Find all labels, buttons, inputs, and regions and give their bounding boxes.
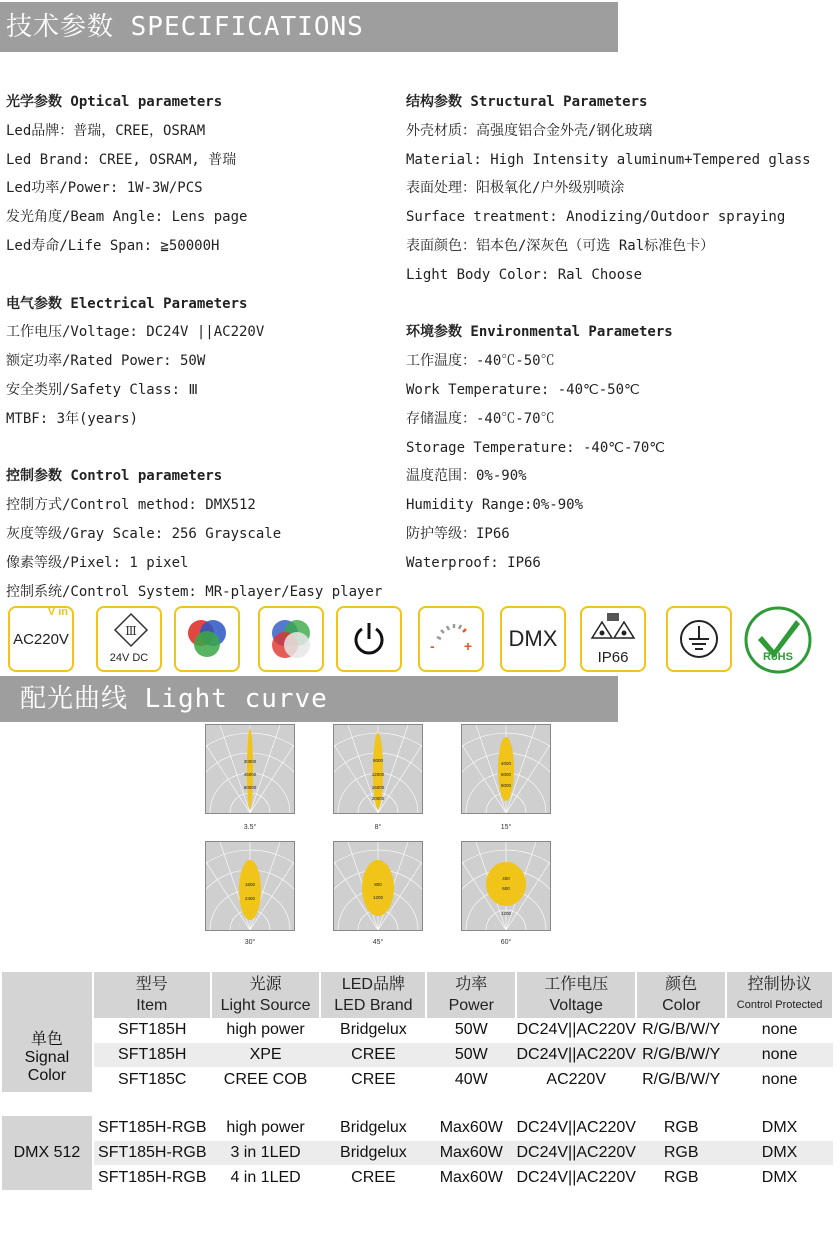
table-row: SFT185H XPE CREE 50W DC24V||AC220V R/G/B/W/Y none — [2, 1043, 833, 1068]
ground-icon — [666, 606, 732, 672]
optical-line: 发光角度/Beam Angle: Lens page — [6, 209, 248, 226]
intensity-label: 1200 — [372, 895, 384, 900]
electrical-line: 工作电压/Voltage: DC24V ||AC220V — [6, 324, 265, 341]
table-header-cell: 光源 Light Source — [211, 972, 321, 1018]
structural-line: Material: High Intensity aluminum+Tempered glass — [406, 151, 811, 168]
light-curve-banner — [0, 676, 618, 722]
electrical-title: 电气参数 Electrical Parameters — [6, 295, 248, 312]
control-line: 灰度等级/Gray Scale: 256 Grayscale — [6, 525, 282, 542]
control-line: 像素等级/Pixel: 1 pixel — [6, 554, 189, 571]
intensity-label: 4000 — [500, 761, 512, 766]
table-row: SFT185H-RGB 3 in 1LED Bridgelux Max60W DC24V||AC220V RGB DMX — [2, 1141, 833, 1166]
rgb-mix-icon — [174, 606, 240, 672]
table-header-row — [2, 972, 833, 1018]
structural-line: Light Body Color: Ral Choose — [406, 266, 643, 283]
intensity-label: 2400 — [244, 896, 256, 901]
product-spec-table — [2, 972, 834, 1190]
group-label-single-color: 单色 Signal Color — [2, 1018, 93, 1092]
environmental-line: Waterproof: IP66 — [406, 554, 541, 571]
curve-angle-label: 45° — [372, 939, 384, 946]
intensity-label: 30000 — [243, 759, 257, 764]
intensity-label: 800 — [374, 882, 382, 887]
feature-icon-row — [8, 606, 838, 672]
curve-angle-label: 8° — [374, 824, 382, 831]
structural-line: Surface treatment: Anodizing/Outdoor spraying — [406, 209, 786, 226]
electrical-line: 安全类别/Safety Class: Ⅲ — [6, 381, 199, 398]
dim-minus: - — [430, 638, 435, 654]
table-header-cell: 工作电压 Voltage — [516, 972, 636, 1018]
light-curve-title: 配光曲线 Light curve — [20, 684, 328, 714]
ip66-icon — [580, 606, 646, 672]
electrical-line: 额定功率/Rated Power: 50W — [6, 353, 206, 370]
environmental-line: 工作温度：-40℃-50℃ — [406, 353, 555, 370]
environmental-title: 环境参数 Environmental Parameters — [406, 324, 673, 341]
environmental-line: 存储温度：-40℃-70℃ — [406, 410, 555, 427]
rgbw-mix-icon — [258, 606, 324, 672]
light-curve-30 — [205, 841, 295, 931]
table-row: SFT185C CREE COB CREE 40W AC220V R/G/B/W/Y none — [118, 1070, 798, 1088]
table-header-cell: 控制协议 Control Protected — [726, 972, 833, 1018]
structural-line: 表面处理：阳极氧化/户外级别喷涂 — [406, 180, 625, 197]
electrical-line: MTBF: 3年(years) — [6, 410, 139, 427]
class3-label: Ⅲ — [125, 624, 137, 638]
curve-angle-label: 30° — [244, 939, 256, 946]
control-title: 控制参数 Control parameters — [6, 468, 223, 485]
light-curve-8 — [333, 724, 423, 814]
structural-line: 表面颜色：铝本色/深灰色（可选 Ral标准色卡） — [406, 237, 715, 254]
table-row: DMX 512 SFT185H-RGB high power Bridgelux Max60W DC24V||AC220V RGB DMX — [2, 1116, 833, 1141]
environmental-line: 温度范围：0%-90% — [406, 468, 527, 485]
light-curve-grid — [205, 724, 555, 954]
dc-label: 24V DC — [109, 652, 149, 664]
table-header-cell: LED品牌 LED Brand — [320, 972, 426, 1018]
environmental-line: 防护等级：IP66 — [406, 525, 510, 542]
intensity-label: 8000 — [372, 758, 384, 763]
light-curve-60 — [461, 841, 551, 931]
intensity-label: 400 — [502, 876, 510, 881]
optical-line: Led品牌：普瑞，CREE，OSRAM — [6, 122, 206, 139]
curve-angle-label: 15° — [500, 824, 512, 831]
ip-label: IP66 — [597, 649, 629, 666]
rohs-label: RoHS — [763, 651, 793, 663]
right-spec-column — [406, 88, 836, 578]
class3-diamond-icon — [111, 612, 151, 652]
light-curve-45 — [333, 841, 423, 931]
table-header-cell — [2, 972, 93, 1018]
optical-line: Led Brand: CREE, OSRAM, 普瑞 — [6, 151, 237, 168]
table-header-cell: 型号 Item — [93, 972, 211, 1018]
ac220v-input-icon — [8, 606, 74, 672]
intensity-label: 1600 — [244, 882, 256, 887]
dimming-icon — [418, 606, 484, 672]
ac-label: AC220V — [13, 630, 69, 648]
intensity-label: 20000 — [371, 796, 385, 801]
intensity-label: 60000 — [243, 785, 257, 790]
structural-title: 结构参数 Structural Parameters — [406, 94, 648, 110]
group-label-dmx512: DMX 512 — [2, 1116, 93, 1190]
table-row: SFT185H-RGB 4 in 1LED CREE Max60W DC24V||AC220V RGB DMX — [98, 1168, 798, 1186]
spec-header-title: 技术参数 SPECIFICATIONS — [6, 12, 364, 42]
control-line: 控制系统/Control System: MR-player/Easy player — [6, 583, 383, 600]
intensity-label: 45000 — [243, 772, 257, 777]
table-header-cell: 颜色 Color — [636, 972, 726, 1018]
environmental-line: Work Temperature: -40℃-50℃ — [406, 381, 640, 398]
ip-warning-symbols — [588, 612, 638, 642]
curve-angle-label: 3.5° — [243, 824, 257, 831]
intensity-label: 6000 — [500, 772, 512, 777]
dim-plus: + — [463, 638, 472, 654]
intensity-label: 16000 — [371, 785, 385, 790]
structural-line: 外壳材质：高强度铝合金外壳/钢化玻璃 — [406, 122, 653, 139]
intensity-label: 1200 — [500, 911, 512, 916]
left-spec-column — [6, 88, 406, 606]
intensity-label: 600 — [502, 886, 510, 891]
vin-label: V in — [47, 606, 68, 618]
curve-angle-label: 60° — [500, 939, 512, 946]
spec-header-banner — [0, 2, 618, 52]
table-row: 单色 Signal Color SFT185H high power Bridgelux 50W DC24V||AC220V R/G/B/W/Y none — [2, 1018, 833, 1043]
light-curve-15 — [461, 724, 551, 814]
control-line: 控制方式/Control method: DMX512 — [6, 497, 256, 514]
environmental-line: Humidity Range:0%-90% — [406, 497, 584, 514]
intensity-label: 12000 — [371, 772, 385, 777]
table-header-cell: 功率 Power — [426, 972, 516, 1018]
optical-title: 光学参数 Optical parameters — [6, 94, 223, 110]
optical-line: Led寿命/Life Span: ≧50000H — [6, 237, 220, 254]
dmx-label: DMX — [508, 626, 558, 651]
intensity-label: 8000 — [500, 783, 512, 788]
environmental-line: Storage Temperature: -40℃-70℃ — [406, 439, 666, 456]
power-icon — [336, 606, 402, 672]
light-curve-3-5 — [205, 724, 295, 814]
dmx-icon — [500, 606, 566, 672]
24v-dc-class3-icon — [96, 606, 162, 672]
optical-line: Led功率/Power: 1W-3W/PCS — [6, 180, 203, 197]
rohs-icon — [744, 606, 812, 674]
